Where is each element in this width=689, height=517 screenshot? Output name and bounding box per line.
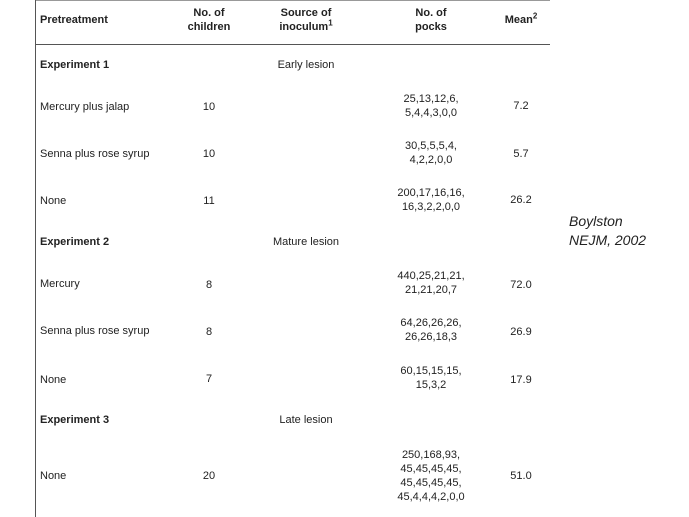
header-pretreatment: Pretreatment	[40, 14, 108, 26]
pocks-line: 26,26,18,3	[405, 331, 457, 343]
experiment-3-source: Late lesion	[279, 414, 333, 426]
children-cell: 7	[205, 373, 213, 385]
header-mean-footnote: 2	[532, 11, 538, 21]
data-table	[35, 0, 550, 517]
citation	[569, 212, 646, 250]
pretreatment-cell: None	[40, 195, 67, 207]
header-pocks-line1: No. of	[415, 7, 447, 19]
header-children	[174, 6, 244, 34]
experiment-3-title: Experiment 3	[40, 414, 110, 426]
citation-author: Boylston	[569, 213, 623, 229]
pocks-cell	[386, 364, 476, 392]
pocks-cell	[386, 269, 476, 297]
pretreatment-cell: None	[40, 374, 67, 386]
pretreatment-cell: Mercury plus jalap	[40, 101, 130, 113]
table-row	[36, 448, 550, 506]
header-children-line2: children	[187, 21, 231, 33]
header-mean-text: Mean	[504, 14, 533, 26]
children-cell: 20	[202, 470, 216, 482]
pocks-line: 45,4,4,4,2,0,0	[397, 491, 465, 503]
pocks-cell	[386, 139, 476, 167]
experiment-1-heading-row	[36, 58, 550, 74]
experiment-1-title: Experiment 1	[40, 59, 110, 71]
pocks-line: 45,45,45,45,	[400, 463, 462, 475]
header-source-line2	[261, 20, 351, 34]
table-header	[36, 0, 550, 45]
header-children-line1: No. of	[193, 7, 225, 19]
pocks-line: 440,25,21,21,	[397, 270, 465, 282]
pretreatment-cell: Mercury	[40, 278, 80, 290]
pocks-cell	[386, 186, 476, 214]
experiment-2-title: Experiment 2	[40, 236, 110, 248]
pocks-cell	[386, 448, 476, 504]
table-row	[36, 139, 550, 169]
pocks-cell	[386, 92, 476, 120]
children-cell: 10	[202, 101, 216, 113]
pocks-line: 64,26,26,26,	[400, 317, 462, 329]
header-source	[261, 6, 351, 34]
pocks-line: 16,3,2,2,0,0	[401, 201, 461, 213]
children-cell: 10	[202, 148, 216, 160]
pocks-line: 15,3,2	[415, 379, 447, 391]
header-source-line1: Source of	[280, 7, 332, 19]
pocks-line: 4,2,2,0,0	[409, 154, 453, 166]
mean-cell: 5.7	[513, 148, 529, 160]
table-row	[36, 269, 550, 299]
pocks-line: 5,4,4,3,0,0	[405, 107, 457, 119]
pretreatment-cell: None	[40, 470, 67, 482]
experiment-2-heading-row	[36, 235, 550, 251]
table-row	[36, 186, 550, 216]
experiment-3-heading-row	[36, 413, 550, 429]
header-mean	[491, 13, 551, 27]
table-row	[36, 316, 550, 346]
pocks-line: 60,15,15,15,	[400, 365, 462, 377]
header-source-footnote: 1	[328, 18, 333, 28]
mean-cell: 7.2	[513, 100, 529, 112]
pocks-cell	[386, 316, 476, 344]
pocks-line: 45,45,45,45,	[400, 477, 462, 489]
table-row	[36, 92, 550, 122]
pocks-line: 25,13,12,6,	[403, 93, 459, 105]
children-cell: 8	[205, 326, 213, 338]
pocks-line: 30,5,5,5,4,	[405, 140, 457, 152]
table-row	[36, 364, 550, 394]
experiment-2-source: Mature lesion	[272, 236, 340, 248]
mean-cell: 26.9	[510, 326, 532, 338]
citation-journal: NEJM, 2002	[569, 232, 647, 248]
mean-cell: 26.2	[510, 194, 532, 206]
pretreatment-cell: Senna plus rose syrup	[40, 325, 150, 337]
experiment-1-source: Early lesion	[277, 59, 335, 71]
pocks-line: 200,17,16,16,	[397, 187, 465, 199]
header-pocks-line2: pocks	[415, 21, 447, 33]
pretreatment-cell: Senna plus rose syrup	[40, 148, 150, 160]
mean-cell: 17.9	[510, 374, 532, 386]
header-top-rule	[36, 0, 550, 1]
header-pocks	[386, 6, 476, 34]
header-source-text: inoculum	[279, 21, 329, 33]
mean-cell: 51.0	[510, 470, 532, 482]
children-cell: 8	[205, 279, 213, 291]
children-cell: 11	[203, 195, 215, 207]
pocks-line: 21,21,20,7	[405, 284, 457, 296]
pocks-line: 250,168,93,	[401, 449, 461, 461]
mean-cell: 72.0	[510, 279, 532, 291]
